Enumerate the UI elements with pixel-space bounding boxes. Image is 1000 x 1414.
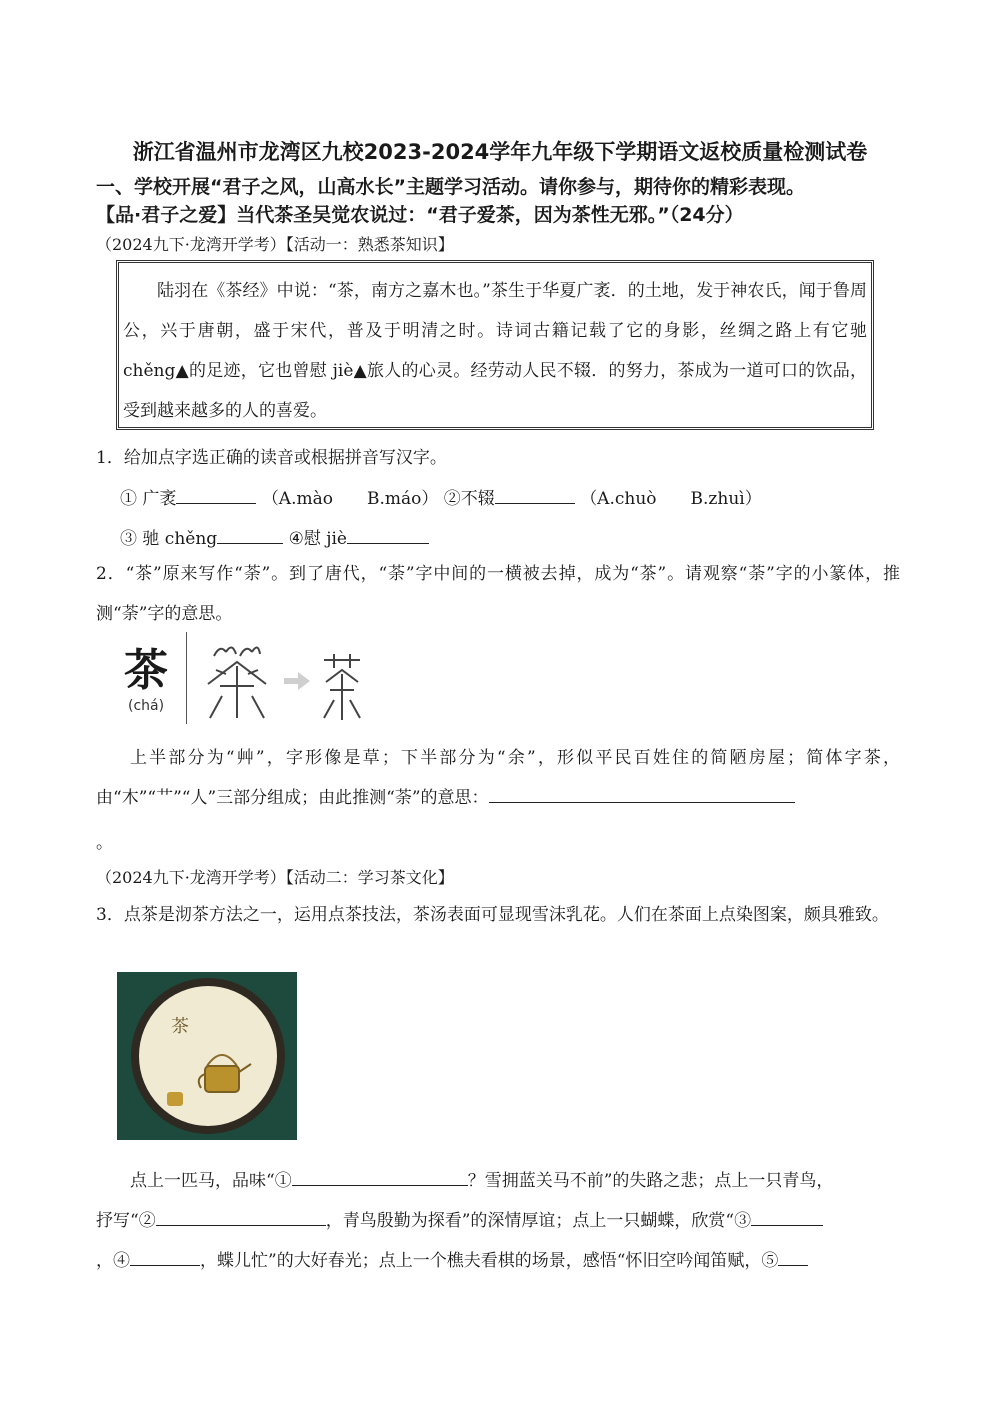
- q3-line-1-start: 点上一匹马，品味“①: [130, 1171, 292, 1191]
- q2-explanation-text: 上半部分为“艸”，字形像是草；下半部分为“余”，形似平民百姓住的简陋房屋；简体字茶，由“木”“艹”“人”三部分组成；由此推测“荼”的意思：: [96, 748, 900, 808]
- q1-item3-label: ③ 驰 chěng: [120, 529, 218, 549]
- tea-art-char: 茶: [171, 1016, 189, 1037]
- glyph-char: 茶: [124, 645, 168, 696]
- q2-explanation: [96, 738, 900, 818]
- seal-script-illustration: [200, 634, 380, 724]
- activity1-tag: （2024九下·龙湾开学考）【活动一：熟悉茶知识】: [96, 235, 454, 254]
- activity2-tag: （2024九下·龙湾开学考）【活动二：学习茶文化】: [96, 868, 454, 887]
- subsection-heading: 【品·君子之爱】当代茶圣吴觉农说过：“君子爱茶，因为茶性无邪。”（24分）: [96, 204, 744, 226]
- seal-script-old-glyph: [208, 647, 266, 718]
- teapot-icon: [187, 1036, 257, 1106]
- q1-item1-blank[interactable]: [176, 485, 256, 504]
- q1-item2-blank[interactable]: [495, 485, 575, 504]
- q1-item1-label: ① 广袤: [120, 489, 177, 509]
- passage-box: [116, 260, 874, 430]
- q3-line-3-end: ，蝶儿忙”的大好春光；点上一个樵夫看棋的场景，感悟“怀旧空吟闻笛赋，⑤: [200, 1251, 779, 1271]
- q3-line-3: [96, 1246, 808, 1271]
- q3-stem: 3．点茶是沏茶方法之一，运用点茶技法，茶汤表面可显现雪沫乳花。人们在茶面上点染图案，颇具雅致。: [96, 905, 889, 925]
- q3-line-3-start: ，④: [96, 1251, 130, 1271]
- q1-item2-options: （A.chuò B.zhuì）: [580, 489, 762, 509]
- q2-trailing-period: 。: [96, 833, 113, 853]
- q1-item4-label: ④慰 jiè: [288, 529, 347, 549]
- page-title: 浙江省温州市龙湾区九校2023-2024学年九年级下学期语文返校质量检测试卷: [132, 140, 868, 164]
- q3-blank-2[interactable]: [156, 1207, 326, 1226]
- q3-blank-4[interactable]: [130, 1247, 200, 1266]
- glyph-divider: [186, 632, 187, 724]
- q3-line-2-start: 抒写“②: [96, 1211, 156, 1231]
- seal-script-new-glyph: [324, 654, 360, 720]
- q3-blank-3[interactable]: [751, 1207, 823, 1226]
- q2-answer-blank[interactable]: [489, 784, 795, 803]
- q1-item2-label: ②不辍: [443, 489, 495, 509]
- passage-text: 陆羽在《茶经》中说：“茶，南方之嘉木也。”茶生于华夏广袤．的土地，发于神农氏，闻于鲁周公，兴于唐朝，盛于宋代，普及于明清之时。诗词古籍记载了它的身影，丝绸之路上有它驰 chěng▲的足迹，它也曾慰 jiè▲旅人的心灵。经劳动人民不辍．的努力，茶成为一道可口的饮品，受到越来越多的人的喜爱。: [123, 281, 867, 421]
- glyph-figure: [120, 632, 380, 728]
- section-heading: 一、学校开展“君子之风，山高水长”主题学习活动。请你参与，期待你的精彩表现。: [96, 176, 805, 198]
- q1-row2: [120, 524, 429, 549]
- q3-line-1: [130, 1166, 833, 1191]
- q3-line-2-end: ，青鸟殷勤为探看”的深情厚谊；点上一只蝴蝶，欣赏“③: [325, 1211, 752, 1231]
- q1-stem: 1．给加点字选正确的读音或根据拼音写汉字。: [96, 448, 447, 468]
- arrow-icon: [284, 672, 310, 690]
- q1-item4-blank[interactable]: [347, 525, 429, 544]
- q3-line-2: [96, 1206, 823, 1231]
- tea-art-photo: [117, 972, 297, 1140]
- q1-item1-options: （A.mào B.máo）: [261, 489, 439, 509]
- cup-icon: [161, 1082, 191, 1112]
- q2-stem: 2．“茶”原来写作“荼”。到了唐代，“荼”字中间的一横被去掉，成为“茶”。请观察“荼”字的小篆体，推测“荼”字的意思。: [96, 564, 900, 624]
- q1-item3-blank[interactable]: [217, 525, 283, 544]
- q3-line-1-end: ？雪拥蓝关马不前”的失路之悲；点上一只青鸟，: [467, 1171, 834, 1191]
- glyph-pinyin: (chá): [128, 698, 165, 714]
- q3-blank-1[interactable]: [292, 1167, 468, 1186]
- q1-row1: [120, 484, 762, 509]
- q3-blank-5[interactable]: [778, 1247, 808, 1266]
